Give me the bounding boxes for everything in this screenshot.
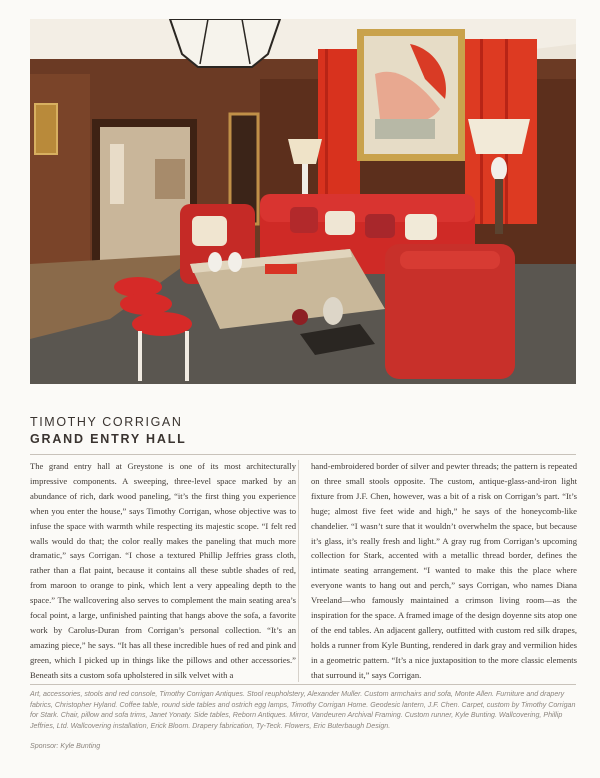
- sponsor: Sponsor: Kyle Bunting: [30, 742, 101, 750]
- heading-divider: [30, 454, 576, 455]
- body-text-right: hand-embroidered border of silver and pewter threads; the pattern is repeated on three small stools opposite. The custom, antique-glass-and-iron light fixture from J.F. Chen, however, was a bit of a risk on Corrigan’s part. “It’s huge; almost five feet wide and high,” he says of the honeycomb-like chandelier. “I wasn’t sure that it wouldn’t overwhelm the space, but because it’s glass, it’s really fresh and light.” A gray rug from Corrigan’s upcoming collection for Stark, accented with a metallic thread border, defines the intimate seating arrangement. “I wanted to make this the place where everyone wants to hang out and perch,” says Corrigan, who names Diana Vreeland—who famously maintained a crimson living room—as the inspiration for the space. A framed image of the design doyenne sits atop one of the end tables. An adjacent gallery, outfitted with custom red silk drapes, holds a runner from Kyle Bunting, rendered in dark gray and vermilion hides in a geometric pattern. “It’s a nice juxtaposition to the more classic elements that surround it,” says Corrigan.: [311, 461, 577, 680]
- article-column-right: [311, 459, 577, 683]
- credits: Art, accessories, stools and red console, Timothy Corrigan Antiques. Stool reupholstery, Alexander Muller. Custom armchairs and sofa, Monte Allen. Furniture and drapery fabrics, Christopher Hyland. Coffee table, round side tables and ostrich egg lamps, Timothy Corrigan Home. Geodesic lantern, J.F. Chen. Carpet, custom by Timothy Corrigan for Stark. Chair, pillow and sofa trims, Janet Yonaty. Side tables, Reborn Antiques. Mirror, Vandeuren Archival Framing. Custom runner, Kyle Bunting. Wallcovering, Phillip Jeffries, Ltd. Wallcovering installation, Erick Bloom. Drapery fabrication, Ty-Teck. Flowers, Eric Buterbaugh Design.: [30, 690, 576, 730]
- stool: [120, 293, 172, 315]
- right-lampshade: [468, 119, 530, 154]
- article-column-left: [30, 459, 296, 683]
- left-lampshade: [288, 139, 322, 164]
- column-divider: [298, 460, 299, 682]
- room-title: GRAND ENTRY HALL: [30, 432, 187, 446]
- body-text-left: The grand entry hall at Greystone is one of its most architecturally impressive components. A sweeping, three-level space marked by an abundance of rich, dark wood paneling, “it’s the first thing you experience when you enter the house,” says Timothy Corrigan, whose objective was to infuse the space with warmth while respecting its majestic scope. “I felt red walls would do that; the color really makes the paneling that much more dramatic,” says Corrigan. “I chose a textured Phillip Jeffries grass cloth, rather than a flat paint, because it contains all these subtle shades of red, from maroon to orange to pink, which lent a very appealing depth to the space.” The wallcovering also serves to complement the main seating area’s focal point, a large, unfinished painting that hangs above the sofa, a favorite work by Carolus-Duran from Corrigan’s personal collection. “It’s an amazing piece,” he says. “It has all these incredible hues of red and pink and green, which I picked up in things like the pillows and other accessories.” Beneath sits a custom sofa upholstered in silk velvet with a: [30, 461, 296, 680]
- designer-name: TIMOTHY CORRIGAN: [30, 415, 183, 429]
- small-painting: [35, 104, 57, 154]
- room-photo-illustration: [30, 19, 576, 384]
- room-photo: [30, 19, 576, 384]
- credits-divider: [30, 684, 576, 685]
